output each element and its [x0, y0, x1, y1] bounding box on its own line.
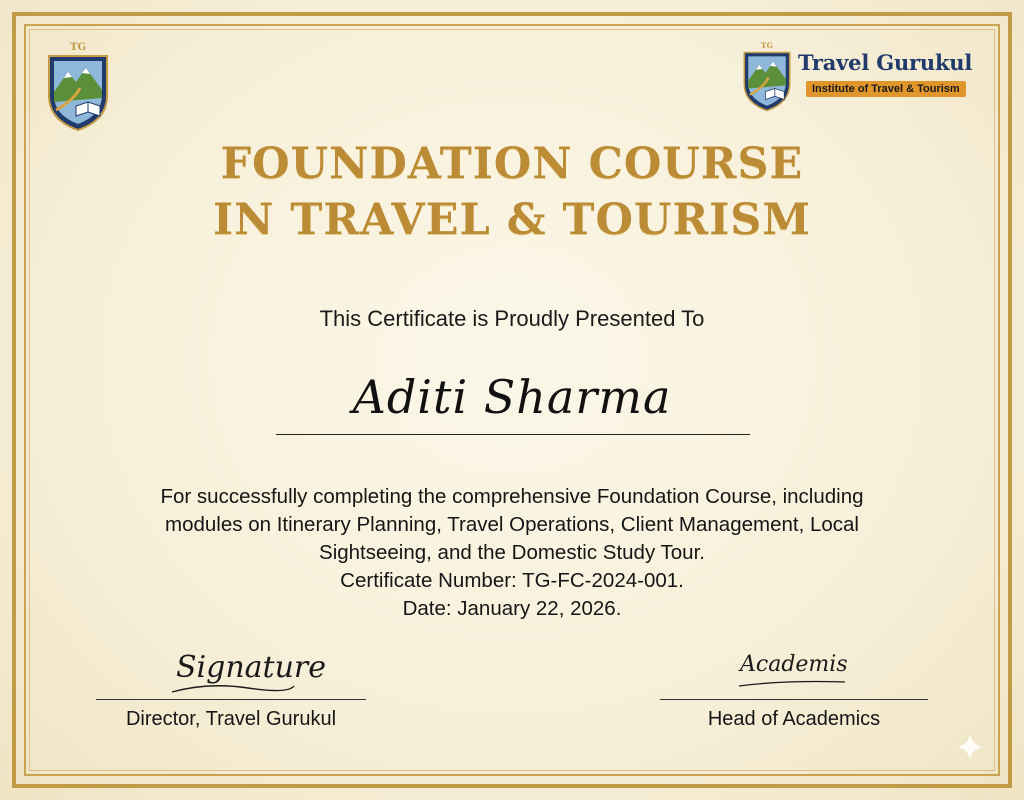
crest-monogram: TG: [70, 42, 86, 53]
recipient-name-underline: [276, 434, 750, 435]
academics-signature: Academis: [740, 652, 848, 677]
academics-signature-line: [660, 699, 928, 700]
brand-name: Travel Gurukul: [798, 50, 973, 75]
brand-logo-icon: [740, 40, 794, 112]
description-line-1: For successfully completing the comprehensive Foundation Course, including: [160, 485, 864, 508]
brand-crest-monogram: TG: [760, 40, 774, 50]
academics-signature-flourish: [735, 676, 850, 692]
description-line-2: modules on Itinerary Planning, Travel Operations, Client Management, Local: [165, 513, 859, 536]
recipient-name: Aditi Sharma: [352, 370, 672, 424]
certificate-title-line-1: FOUNDATION COURSE: [220, 139, 804, 189]
director-title: Director, Travel Gurukul: [125, 708, 337, 730]
sparkle-icon: [955, 732, 985, 762]
director-signature-line: [96, 699, 366, 700]
certificate-description: [90, 483, 934, 623]
presented-to-text: This Certificate is Proudly Presented To: [319, 306, 705, 331]
certificate-date: Date: January 22, 2026.: [402, 597, 622, 620]
description-line-3: Sightseeing, and the Domestic Study Tour.: [319, 541, 705, 564]
certificate-number: Certificate Number: TG-FC-2024-001.: [340, 569, 684, 592]
certificate-title-line-2: IN TRAVEL & TOURISM: [213, 195, 811, 245]
director-signature-flourish: [168, 680, 298, 696]
crest-logo-icon: [44, 40, 112, 132]
brand-tagline: Institute of Travel & Tourism: [806, 81, 966, 97]
academics-title: Head of Academics: [707, 708, 881, 730]
director-signature: Signature: [176, 650, 327, 685]
